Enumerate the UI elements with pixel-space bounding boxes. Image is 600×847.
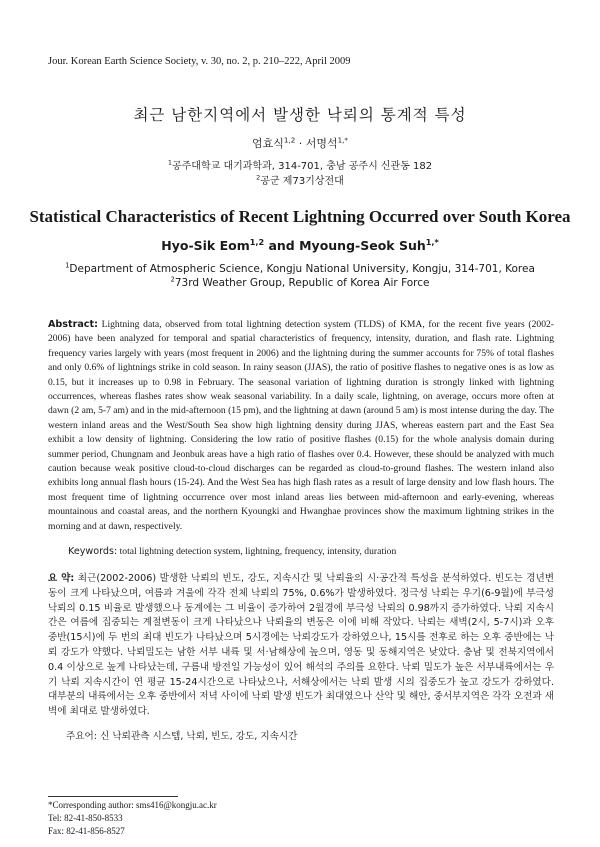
korean-abstract-text: 최근(2002-2006) 발생한 낙뢰의 빈도, 강도, 지속시간 및 낙뢰율의 시·공간적 특성을 분석하였다. 빈도는 경년변동이 크게 나타났으며, 여름과 겨울에 각각 전체 낙뢰의 75%, 0.6%가 발생하였다. 정극성 낙뢰는 우기(6-9월)에 부극성 낙뢰의 0.15 비율로 발생했으나 동계에는 그 비율이 증가하여 2월경에 부극성 낙뢰의 0.98까지 증가하였다. 낙뢰 지속시간은 여름에 집중되는 계절변동이 크게 나타났으나 낙뢰율의 변동은 이에 비해 작았다. 낙뢰는 새벽(2시, 5-7시)과 오후 중반(15시)에 두 번의 최대 빈도가 나타났으며 5시경에는 낙뢰강도가 강하였으나, 15시를 전후로 하는 오후 중반에는 낙뢰 강도가 약했다. 낙뢰밀도는 남한 서부 내륙 및 서·남해상에 높으며, 영동 및 동해지역은 낮았다. 충남 및 전북지역에서 0.4 이상으로 높게 나타났는데, 구름내 방전일 가능성이 있어 해석의 주의를 요한다. 낙뢰 밀도가 높은 서부내륙에서는 우기 낙뢰 지속시간이 연 평균 15-24시간으로 나타났으나, 서해상에서는 낙뢰 발생 시의 집중도가 높고 강도가 강하였다. 대부분의 내륙에서는 오후 중반에서 저녁 사이에 낙뢰 발생 빈도가 최대였으나 산악 및 해안, 중서부지역은 각각 오전과 새벽에 최대로 발생하였다. [48,573,554,718]
english-aff2-text: 73rd Weather Group, Republic of Korea Air Force [174,277,430,289]
footnote-divider [48,796,178,797]
abstract-label: Abstract: [48,319,98,330]
english-affiliation-2 [0,277,600,289]
korean-authors [0,135,600,151]
english-aff1-text: Department of Atmospheric Science, Kongju National University, Kongju, 314-701, Korea [69,263,535,275]
english-aff2-sup: 2 [170,275,175,284]
journal-citation: Jour. Korean Earth Science Society, v. 30, no. 2, p. 210–222, April 2009 [48,56,351,67]
korean-abstract-label: 요 약: [48,573,75,584]
korean-aff1-text: 공주대학교 대기과학과, 314-701, 충남 공주시 신관동 182 [171,161,433,172]
english-title: Statistical Characteristics of Recent Lightning Occurred over South Korea [29,207,571,226]
korean-abstract [48,572,554,720]
korean-affiliation-1 [0,157,600,172]
telephone: Tel: 82-41-850-8533 [48,813,123,823]
keywords-text: total lightning detection system, lightning, frequency, intensity, duration [117,546,397,557]
korean-aff1-sup: 1 [167,158,172,167]
english-author-2: and Myoung-Seok Suh [264,238,426,253]
abstract-text: Lightning data, observed from total lightning detection system (TLDS) of KMA, for the recent five years (2002-2006) have been analyzed for temporal and spatial characteristics of frequency, intensity, duration, and flash rate. Lightning frequency varies largely with years (most frequent in 2006) and the lightning during the summer accounts for 75% of total flashes and only 0.6% of lightnings strike in cold season. In rainy season (JJAS), the ratio of positive flashes to negative ones is as low as 0.15, but it increases up to 0.98 in February. The seasonal variation of lightning duration is strongly linked with lightning occurrences, whereas flashes rates show weak seasonal variability. In a daily scale, lightning, on average, occurs more often at dawn (2 am, 5-7 am) and in the mid-afternoon (15 pm), and the lightning at dawn (around 5 am) is most intense during the day. The western inland areas and the West/South Sea show high lightning density during JJAS, whereas eastern part and the East Sea exhibit a low density of lightning. Considering the low ratio of positive flashes (0.15) for the whole analysis domain during summer period, Chungnam and Jeonbuk areas have a high ratio of flashes over 0.4. However, these should be analyzed with much caution because weak positive cloud-to-cloud discharges can be regarded as cloud-to-ground flashes. The western inland also exhibits long annual flash hours (15-24). And the West Sea has high flash rates as a result of large density and low flash hours. The most frequent time of lightning occurrence over most inland areas lies between mid-afternoon and early-evening, whereas mountainous and coastal areas, and the northern Kyoungki and Hwanghae provinces show the maximum lightning strikes in the morning and at dawn, respectively. [48,319,554,532]
abstract [48,318,554,534]
korean-keywords [66,728,297,742]
english-authors [0,238,600,253]
korean-author-2: · 서명석 [295,137,338,150]
english-author-1: Hyo-Sik Eom [161,238,250,253]
korean-author-2-sup: 1,* [337,135,348,145]
keywords [68,546,396,557]
korean-aff2-sup: 2 [256,173,261,182]
korean-affiliation-2 [0,172,600,187]
corresponding-author: *Corresponding author: sms416@kongju.ac.kr [48,800,217,810]
korean-keywords-label: 주요어: [66,731,98,742]
korean-author-1-sup: 1,2 [283,135,296,145]
korean-title: 최근 남한지역에서 발생한 낙뢰의 통계적 특성 [133,106,467,124]
keywords-label: Keywords: [68,546,118,557]
english-aff1-sup: 1 [65,261,70,270]
korean-aff2-text: 공군 제73기상전대 [260,176,344,187]
korean-author-1: 엄효식 [251,137,284,150]
english-author-1-sup: 1,2 [249,236,265,247]
english-author-2-sup: 1,* [425,236,439,247]
korean-keywords-text: 신 낙뢰관측 시스템, 낙뢰, 빈도, 강도, 지속시간 [97,731,298,742]
english-affiliation-1 [0,263,600,275]
fax: Fax: 82-41-856-8527 [48,826,125,836]
